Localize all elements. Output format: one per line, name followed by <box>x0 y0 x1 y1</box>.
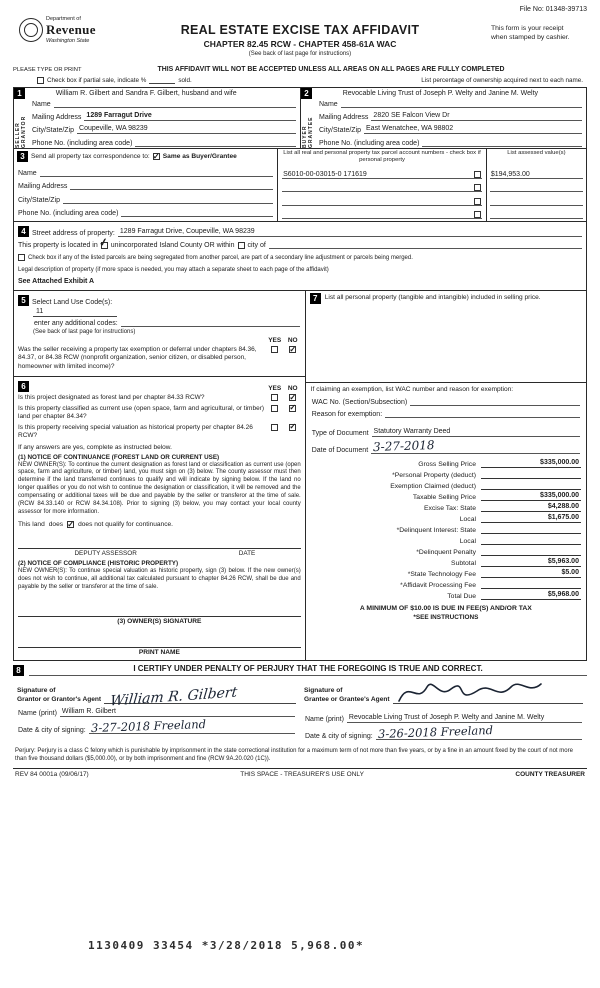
grantee-signature-field[interactable] <box>393 684 583 704</box>
tax-correspondence-section <box>13 149 587 222</box>
fee-label: Taxable Selling Price <box>412 494 476 501</box>
document-date-label: Date of Document <box>311 447 369 454</box>
logo-state-line: Washington State <box>46 38 90 44</box>
buyer-csz-label: City/State/Zip <box>319 127 362 134</box>
within-city-checkbox[interactable] <box>238 242 245 249</box>
exemption-claim-label: If claiming an exemption, list WAC number and reason for exemption: <box>310 386 514 393</box>
fee-value[interactable]: $335,000.00 <box>481 492 581 502</box>
partial-sale-checkbox[interactable] <box>37 77 44 84</box>
current-use-yes-checkbox[interactable] <box>271 405 278 412</box>
grantee-name-print-value[interactable]: Revocable Living Trust of Joseph P. Welty and Janine M. Welty <box>347 714 582 723</box>
land-use-label: Select Land Use Code(s): <box>32 299 113 306</box>
grantee-date-city-value[interactable]: 3-26-2018 Freeland <box>377 723 493 742</box>
exemption-no-checkbox[interactable]: ✓ <box>289 344 297 354</box>
land-classification-section <box>14 377 305 660</box>
grantor-signature: William R. Gilbert <box>109 684 239 710</box>
seller-side-label: SELLER <box>15 122 21 148</box>
correspondence-phone-field[interactable] <box>121 208 273 217</box>
grantor-side-label: GRANTOR <box>21 115 27 148</box>
buyer-name-label: Name <box>319 101 338 108</box>
buyer-section <box>300 88 586 148</box>
section-8-number: 8 <box>13 665 24 676</box>
grantor-name-print-value[interactable]: William R. Gilbert <box>60 708 295 717</box>
perjury-statement: Perjury: Perjury is a class C felony which is punishable by imprisonment in the state correctional institution for a maximum term of not more than five years, or by a fine in an amount fixed by the court of not more than five thousand dollars ($5,000.00), or by both imprisonment and fine (RCW 9A.20.020 (1C)). <box>15 748 573 762</box>
fee-label: Exemption Claimed (deduct) <box>390 483 476 490</box>
grantor-date-city-value[interactable]: 3-27-2018 Freeland <box>90 717 206 736</box>
receipt-note-line2: when stamped by cashier. <box>491 33 570 41</box>
additional-codes-field[interactable] <box>121 318 300 327</box>
historic-no-checkbox[interactable]: ✓ <box>289 422 297 432</box>
fee-label: Local <box>459 538 476 545</box>
same-as-buyer-checkbox[interactable]: ✓ <box>152 151 160 161</box>
revenue-seal-icon <box>19 18 43 42</box>
deputy-assessor-signature-line[interactable] <box>18 538 301 549</box>
seller-name-label: Name <box>32 101 51 108</box>
reason-exemption-field[interactable] <box>385 409 580 418</box>
parcel-numbers-column <box>277 149 486 221</box>
partial-sale-percent-field[interactable] <box>149 77 175 84</box>
fee-value[interactable]: $1,675.00 <box>481 514 581 524</box>
revenue-logo-text <box>46 16 96 44</box>
document-date-value[interactable]: 3-27-2018 <box>372 437 435 455</box>
personal-property-label: List all personal property (tangible and intangible) included in selling price. <box>324 294 541 301</box>
grantee-signature-block <box>300 679 587 742</box>
receipt-note-line1: This form is your receipt <box>491 25 564 32</box>
fee-label: Excise Tax: State <box>423 505 476 512</box>
notice-continuance-title: (1) NOTICE OF CONTINUANCE (FOREST LAND OR CURRENT USE) <box>18 453 220 461</box>
treasurer-space-label: THIS SPACE - TREASURER'S USE ONLY <box>240 770 364 778</box>
if-yes-note: If any answers are yes, complete as instructed below. <box>18 443 172 451</box>
wac-number-label: WAC No. (Section/Subsection) <box>311 399 408 406</box>
grantee-side-label: GRANTEE <box>308 116 314 148</box>
partial-sale-row <box>37 77 583 84</box>
parties-row <box>13 87 587 149</box>
notice-continuance-body: NEW OWNER(S): To continue the current designation as forest land or classification as current use (open space, farm and agriculture, or timber) land, you must sign on (3) below. The county assessor must then determine if the land transferred continues to qualify and will indicate by signing below. If the land no longer qualifies or you do not wish to continue the designation or classification, it will be removed and the compensating or additional taxes will be due and payable by the seller or transferor at the time of sale. (RCW 84.33.140 or RCW 84.34.108). Prior to signing (3) below, you may contact your local county assessor for more information. <box>18 461 301 516</box>
correspondence-name-label: Name <box>18 169 37 177</box>
certification-statement: I CERTIFY UNDER PENALTY OF PERJURY THAT THE FOREGOING IS TRUE AND CORRECT. <box>29 664 587 676</box>
city-of-field[interactable] <box>269 240 582 249</box>
assessed-values-column <box>486 149 586 221</box>
fee-value[interactable] <box>481 547 581 557</box>
logo-dept-line: Department of <box>46 16 81 22</box>
notice-compliance-body: NEW OWNER(S): To continue special valuation as historic property, sign (3) below. If the new owner(s) does not wish to continue, all additional tax calculated pursuant to chapter 84.26 RCW, shall be due and payable by the seller or transferor at the time of sale. <box>18 568 301 591</box>
yes-header-6: YES <box>268 385 282 393</box>
land-use-section <box>14 291 305 377</box>
historic-property-question: Is this property receiving special valuation as historical property per chapter 84.26 RCW? <box>18 423 253 440</box>
send-correspondence-label: Send all property tax correspondence to: <box>31 153 150 160</box>
grantor-name-print-label: Name (print) <box>18 710 57 718</box>
owners-signature-label: (3) OWNER(S) SIGNATURE <box>117 618 202 626</box>
form-main <box>13 291 587 661</box>
document-type-value[interactable]: Statutory Warranty Deed <box>372 428 580 437</box>
assessed-value-field-4[interactable] <box>490 206 583 220</box>
rev-form-number: REV 84 0001a (09/06/17) <box>15 770 89 778</box>
file-number: File No: 01348-39713 <box>519 6 587 13</box>
yes-header-5: YES <box>268 337 282 344</box>
section-2-number: 2 <box>301 88 312 99</box>
property-address-section <box>13 222 587 291</box>
fee-value[interactable] <box>481 481 581 491</box>
see-back-note: (See back of last page for instructions) <box>248 51 352 57</box>
seller-csz-value[interactable]: Coupeville, WA 98239 <box>77 125 296 134</box>
street-address-value[interactable]: 1289 Farragut Drive, Coupeville, WA 98239 <box>118 228 582 237</box>
section-1-number: 1 <box>14 88 25 99</box>
seller-mailing-label: Mailing Address <box>32 114 82 121</box>
grantor-signature-block <box>13 679 300 742</box>
fee-value[interactable]: $4,288.00 <box>481 503 581 513</box>
section-7-number: 7 <box>310 293 321 304</box>
street-address-label: Street address of property: <box>32 230 115 237</box>
logo-revenue-line: Revenue <box>46 22 96 37</box>
seller-mailing-value[interactable]: 1289 Farragut Drive <box>84 112 296 121</box>
fee-label: *Personal Property (deduct) <box>392 472 476 479</box>
fee-value[interactable] <box>481 580 581 590</box>
certification-section <box>13 664 587 742</box>
buyer-phone-field[interactable] <box>422 138 582 147</box>
owners-signature-line[interactable] <box>18 606 301 617</box>
fee-calculation-block <box>306 455 586 624</box>
segregated-checkbox[interactable] <box>18 254 25 261</box>
grantor-signature-field[interactable] <box>104 684 296 710</box>
reason-exemption-label: Reason for exemption: <box>311 411 383 418</box>
correspondence-mailing-label: Mailing Address <box>18 183 68 190</box>
fee-label: *Delinquent Interest: State <box>396 527 476 534</box>
located-in-label: This property is located in <box>18 242 98 249</box>
grantee-date-city-label: Date & city of signing: <box>305 733 373 741</box>
buyer-mailing-label: Mailing Address <box>319 114 369 121</box>
print-name-label: PRINT NAME <box>138 649 180 657</box>
warning-row <box>13 66 587 73</box>
fee-value[interactable]: $5,963.00 <box>481 558 581 568</box>
correspondence-phone-label: Phone No. (including area code) <box>18 210 119 217</box>
correspondence-mailing-field[interactable] <box>70 181 273 190</box>
buyer-name-value[interactable]: Revocable Living Trust of Joseph P. Welty and Janine M. Welty <box>341 90 582 108</box>
fee-label: *Delinquent Penalty <box>416 549 476 556</box>
type-or-print-note: PLEASE TYPE OR PRINT <box>13 67 82 73</box>
document-type-label: Type of Document <box>311 430 369 437</box>
fee-label: Gross Selling Price <box>418 461 476 468</box>
does-label: does <box>48 521 64 529</box>
seller-phone-label: Phone No. (including area code) <box>32 140 133 147</box>
receipt-note <box>491 25 587 43</box>
grantor-date-city-label: Date & city of signing: <box>18 727 86 735</box>
sold-label: sold. <box>178 77 192 84</box>
date-label: DATE <box>238 550 256 558</box>
unincorporated-county-label: unincorporated Island County OR within <box>110 242 235 249</box>
current-use-question: Is this property classified as current use (open space, farm and agricultural, or timber) land per chapter 84.34? <box>18 404 265 421</box>
no-header-5: NO <box>287 337 298 344</box>
parcel-number-value[interactable]: S6010-00-03015-0 171619 <box>283 170 367 178</box>
personal-property-checkbox-2[interactable] <box>474 184 481 191</box>
buyer-side-label: BUYER <box>302 125 308 148</box>
correspondence-csz-field[interactable] <box>63 195 273 204</box>
fee-label: *State Technology Fee <box>407 571 476 578</box>
unincorporated-handwritten-check: ✓ <box>97 235 110 250</box>
assessed-value-field-2[interactable] <box>490 179 583 193</box>
does-not-qualify-checkbox[interactable]: ✓ <box>67 519 74 529</box>
correspondence-column <box>14 149 277 221</box>
fee-value[interactable] <box>481 536 581 546</box>
ownership-note: List percentage of ownership acquired next to each name. <box>421 77 583 84</box>
seller-name-value[interactable]: William R. Gilbert and Sandra F. Gilbert, husband and wife <box>54 90 296 108</box>
buyer-side <box>301 88 315 148</box>
seller-side <box>14 88 28 148</box>
fee-value[interactable] <box>481 470 581 480</box>
fee-label: Total Due <box>447 593 476 600</box>
fee-label: Subtotal <box>451 560 476 567</box>
grantee-signature-label: Signature of Grantee or Grantee's Agent <box>304 687 390 703</box>
personal-property-section <box>306 291 586 383</box>
forest-no-checkbox[interactable]: ✓ <box>289 392 297 402</box>
form-footer <box>13 768 587 778</box>
form-header <box>13 14 587 66</box>
form-title: REAL ESTATE EXCISE TAX AFFIDAVIT <box>180 23 420 37</box>
fee-label: *Affidavit Processing Fee <box>400 582 476 589</box>
minimum-fee-note: A MINIMUM OF $10.00 IS DUE IN FEE(S) AND/OR TAX <box>359 605 532 612</box>
grantee-name-print-label: Name (print) <box>305 716 344 724</box>
seller-section <box>14 88 300 148</box>
section-5-number: 5 <box>18 295 29 306</box>
current-use-no-checkbox[interactable]: ✓ <box>289 403 297 413</box>
correspondence-name-field[interactable] <box>40 168 273 177</box>
fee-label: Local <box>459 516 476 523</box>
section-6-number: 6 <box>18 381 29 392</box>
fee-value[interactable]: $335,000.00 <box>481 459 581 469</box>
exemption-yes-checkbox[interactable] <box>271 346 278 353</box>
parcel-numbers-header: List all real and personal property tax parcel account numbers - check box if personal property <box>283 150 481 164</box>
deputy-assessor-label: DEPUTY ASSESSOR <box>74 550 137 558</box>
grantor-signature-label: Signature of Grantor or Grantor's Agent <box>17 687 102 703</box>
seller-phone-field[interactable] <box>135 138 296 147</box>
no-header-6: NO <box>287 385 298 393</box>
county-treasurer-label: COUNTY TREASURER <box>515 770 585 778</box>
land-use-code-value[interactable]: 11 <box>33 308 117 317</box>
personal-property-checkbox-4[interactable] <box>474 211 481 218</box>
assessed-value-field-3[interactable] <box>490 192 583 206</box>
chapter-subtitle: CHAPTER 82.45 RCW - CHAPTER 458-61A WAC <box>203 39 397 49</box>
revenue-logo <box>19 16 96 44</box>
wac-number-field[interactable] <box>410 397 580 406</box>
forest-yes-checkbox[interactable] <box>271 394 278 401</box>
same-as-buyer-label: Same as Buyer/Grantee <box>162 153 237 160</box>
buyer-csz-value[interactable]: East Wenatchee, WA 98802 <box>364 125 582 134</box>
additional-codes-label: enter any additional codes: <box>34 320 118 327</box>
notice-compliance-title: (2) NOTICE OF COMPLIANCE (HISTORIC PROPERTY) <box>18 560 179 568</box>
personal-property-checkbox-3[interactable] <box>474 198 481 205</box>
print-name-line[interactable] <box>18 637 301 648</box>
fee-value[interactable] <box>481 525 581 535</box>
cashier-stamp: 1130409 33454 *3/28/2018 5,968.00* <box>88 939 365 952</box>
completion-warning: THIS AFFIDAVIT WILL NOT BE ACCEPTED UNLESS ALL AREAS ON ALL PAGES ARE FULLY COMPLETED <box>157 66 505 73</box>
see-back-note-5: (See back of last page for instructions) <box>33 329 136 335</box>
buyer-phone-label: Phone No. (including area code) <box>319 140 420 147</box>
tax-exemption-question: Was the seller receiving a property tax exemption or deferral under chapters 84.36, 84.37, or 84.38 RCW (nonprofit organization, senior citizen, or disabled person, homeowner with limited income)? <box>18 346 257 370</box>
legal-description-value[interactable]: See Attached Exhibit A <box>18 278 95 285</box>
fee-value[interactable]: $5,968.00 <box>481 591 581 601</box>
buyer-mailing-value[interactable]: 2820 SE Falcon View Dr <box>371 112 582 121</box>
see-instructions-note: *SEE INSTRUCTIONS <box>413 614 479 621</box>
correspondence-csz-label: City/State/Zip <box>18 196 61 204</box>
personal-property-checkbox-1[interactable] <box>474 171 481 178</box>
city-of-label: city of <box>247 242 266 249</box>
this-land-label: This land <box>18 521 45 529</box>
section-3-number: 3 <box>17 151 28 162</box>
seller-csz-label: City/State/Zip <box>32 127 75 134</box>
section-4-number: 4 <box>18 226 29 237</box>
assessed-value-1[interactable]: $194,953.00 <box>490 165 583 179</box>
fee-value[interactable]: $5.00 <box>481 569 581 579</box>
partial-sale-label: Check box if partial sale, indicate % <box>47 77 147 84</box>
does-not-label: does not qualify for continuance. <box>78 521 174 529</box>
assessed-values-header: List assessed value(s) <box>507 150 566 156</box>
grantee-signature <box>393 675 543 709</box>
segregated-label: Check box if any of the listed parcels are being segregated from another parcel, are part of a secondary line adjustment or parcels being merged. <box>28 255 413 261</box>
legal-description-label: Legal description of property (if more space is needed, you may attach a separate sheet to each page of the affidavit) <box>18 267 329 273</box>
historic-yes-checkbox[interactable] <box>271 424 278 431</box>
forest-land-question: Is this project designated as forest land per chapter 84.33 RCW? <box>18 394 205 402</box>
exemption-block <box>306 383 586 455</box>
